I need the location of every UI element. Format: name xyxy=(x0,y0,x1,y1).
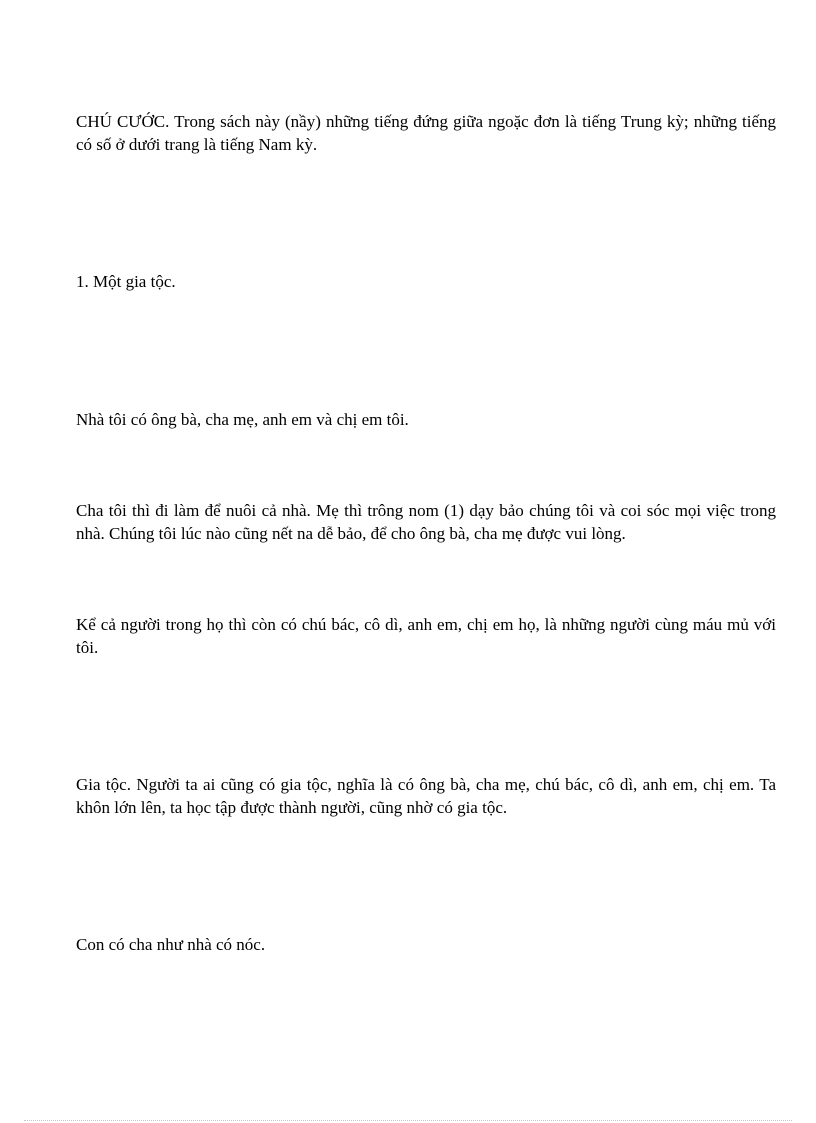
paragraph-family-members: Nhà tôi có ông bà, cha mẹ, anh em và chị em tôi. xyxy=(76,410,409,429)
paragraph-relatives: Kể cả người trong họ thì còn có chú bác, cô dì, anh em, chị em họ, là những người cùng máu mủ với tôi. xyxy=(76,615,776,657)
footnote-legend: CHÚ CƯỚC. Trong sách này (nầy) những tiếng đứng giữa ngoặc đơn là tiếng Trung kỳ; những tiếng có số ở dưới trang là tiếng Nam kỳ. xyxy=(76,112,776,154)
paragraph-proverb: Con có cha như nhà có nóc. xyxy=(76,935,266,954)
page-bottom-border xyxy=(24,1120,792,1121)
paragraph-definition: Gia tộc. Người ta ai cũng có gia tộc, nghĩa là có ông bà, cha mẹ, chú bác, cô dì, anh em, chị em. Ta khôn lớn lên, ta học tập được thành người, cũng nhờ có gia tộc. xyxy=(76,775,776,817)
lesson-heading: 1. Một gia tộc. xyxy=(76,272,176,291)
paragraph-parents-roles: Cha tôi thì đi làm để nuôi cả nhà. Mẹ thì trông nom (1) dạy bảo chúng tôi và coi sóc mọi việc trong nhà. Chúng tôi lúc nào cũng nết na dễ bảo, để cho ông bà, cha mẹ được vui lòng. xyxy=(76,501,776,543)
